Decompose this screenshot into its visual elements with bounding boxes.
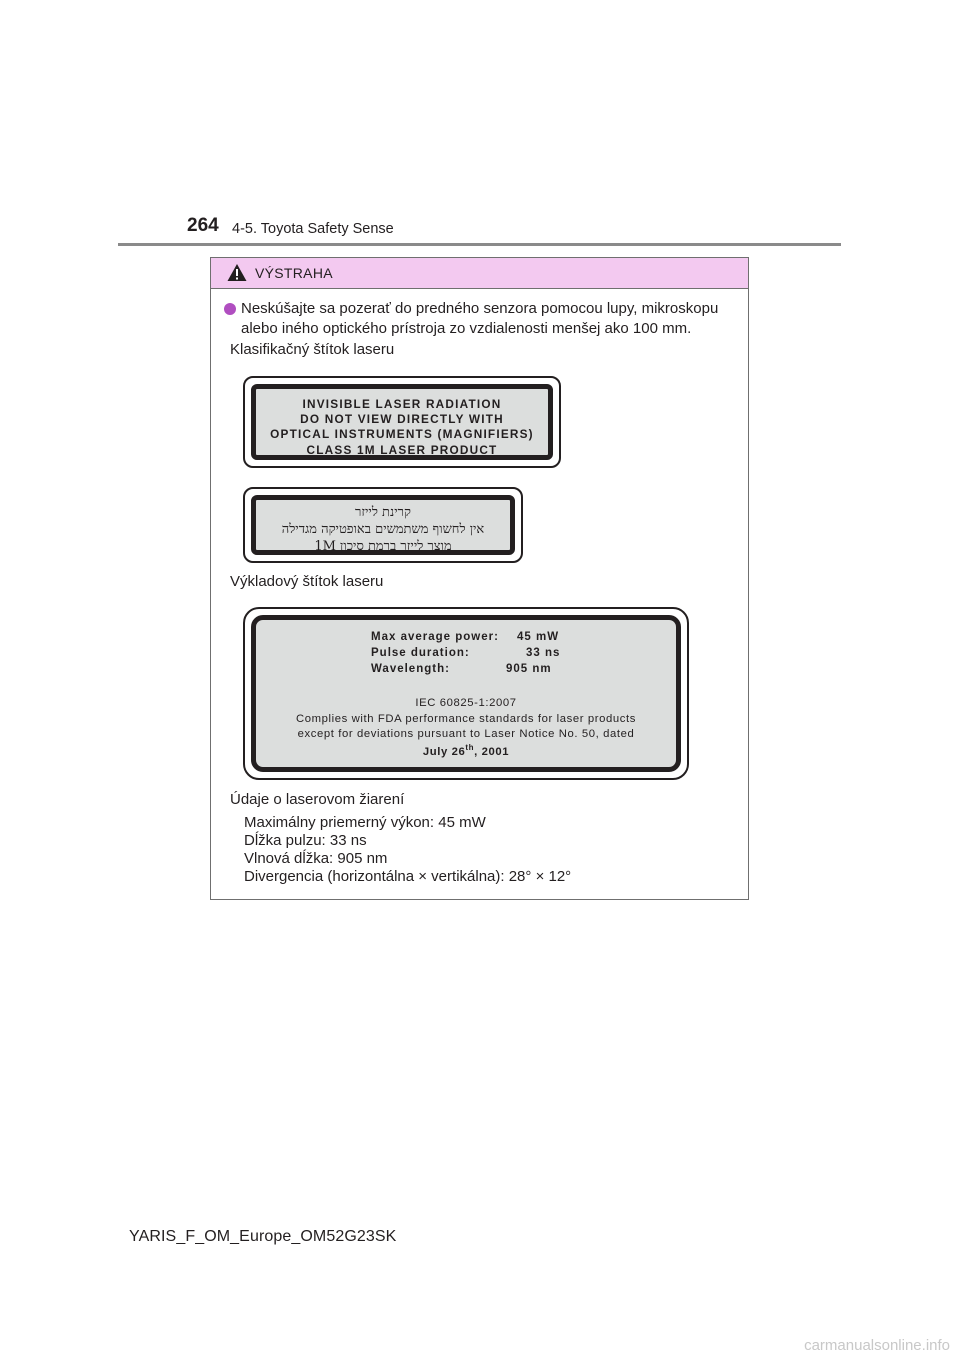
caption-radiation-data: Údaje o laserovom žiarení: [230, 791, 405, 808]
radiation-data-line: Maximálny priemerný výkon: 45 mW: [244, 814, 486, 831]
compliance-date-prefix: July 26: [422, 745, 466, 758]
warning-bullet: [224, 299, 744, 339]
header-rule: [118, 243, 841, 246]
bullet-text-line-2: alebo iného optického prístroja zo vzdialenosti menšej ako 100 mm.: [241, 320, 692, 337]
bullet-dot-icon: [224, 303, 236, 315]
spec-label: Pulse duration:: [371, 647, 470, 659]
label-en-line: OPTICAL INSTRUMENTS (MAGNIFIERS): [270, 427, 534, 441]
footer-doc-code: YARIS_F_OM_Europe_OM52G23SK: [129, 1228, 397, 1245]
laser-label-english-inner: [251, 384, 553, 460]
radiation-data-line: Dĺžka pulzu: 33 ns: [244, 832, 367, 849]
spec-label: Wavelength:: [371, 663, 450, 675]
label-he-line: אין לחשוף משתמשים באופטיקה מגדילה: [281, 522, 485, 537]
label-en-line: CLASS 1M LASER PRODUCT: [306, 443, 498, 457]
section-title: 4-5. Toyota Safety Sense: [232, 221, 394, 237]
compliance-line-2: except for deviations pursuant to Laser Notice No. 50, dated: [297, 728, 635, 740]
caption-classification-label: Klasifikačný štítok laseru: [230, 341, 395, 358]
warning-header: [211, 258, 748, 289]
laser-label-hebrew-inner: [251, 495, 515, 555]
compliance-line-1: Complies with FDA performance standards for laser products: [296, 713, 636, 725]
warning-triangle-icon: [227, 263, 247, 282]
warning-title: VÝSTRAHA: [255, 265, 333, 281]
laser-label-explanatory-inner: [251, 615, 681, 772]
watermark: carmanualsonline.info: [720, 1334, 960, 1358]
laser-label-hebrew: [243, 487, 523, 563]
compliance-date: [256, 743, 676, 758]
caption-explanatory-label: Výkladový štítok laseru: [230, 573, 384, 590]
label-en-line: DO NOT VIEW DIRECTLY WITH: [300, 412, 504, 426]
warning-box: [210, 257, 749, 900]
label-en-line: INVISIBLE LASER RADIATION: [302, 397, 502, 411]
laser-label-english: [243, 376, 561, 468]
spec-label: Max average power:: [371, 631, 499, 643]
spec-value: 45 mW: [517, 631, 560, 643]
spec-value: 33 ns: [526, 647, 561, 659]
label-he-line: קרינת לייזר: [355, 505, 411, 520]
standard-text: IEC 60825-1:2007: [415, 697, 517, 709]
spec-value: 905 nm: [506, 663, 552, 675]
page-number: 264: [187, 215, 219, 236]
bullet-text-line-1: Neskúšajte sa pozerať do predného senzora pomocou lupy, mikroskopu: [241, 300, 719, 317]
label-he-line: מוצר לייזר ברמת סיכון 1M: [314, 539, 452, 554]
laser-label-explanatory: [243, 607, 689, 780]
compliance-date-sup: th: [465, 743, 475, 752]
radiation-data-line: Vlnová dĺžka: 905 nm: [244, 850, 388, 867]
compliance-date-suffix: , 2001: [474, 745, 510, 758]
radiation-data-line: Divergencia (horizontálna × vertikálna): 28° × 12°: [244, 868, 572, 885]
